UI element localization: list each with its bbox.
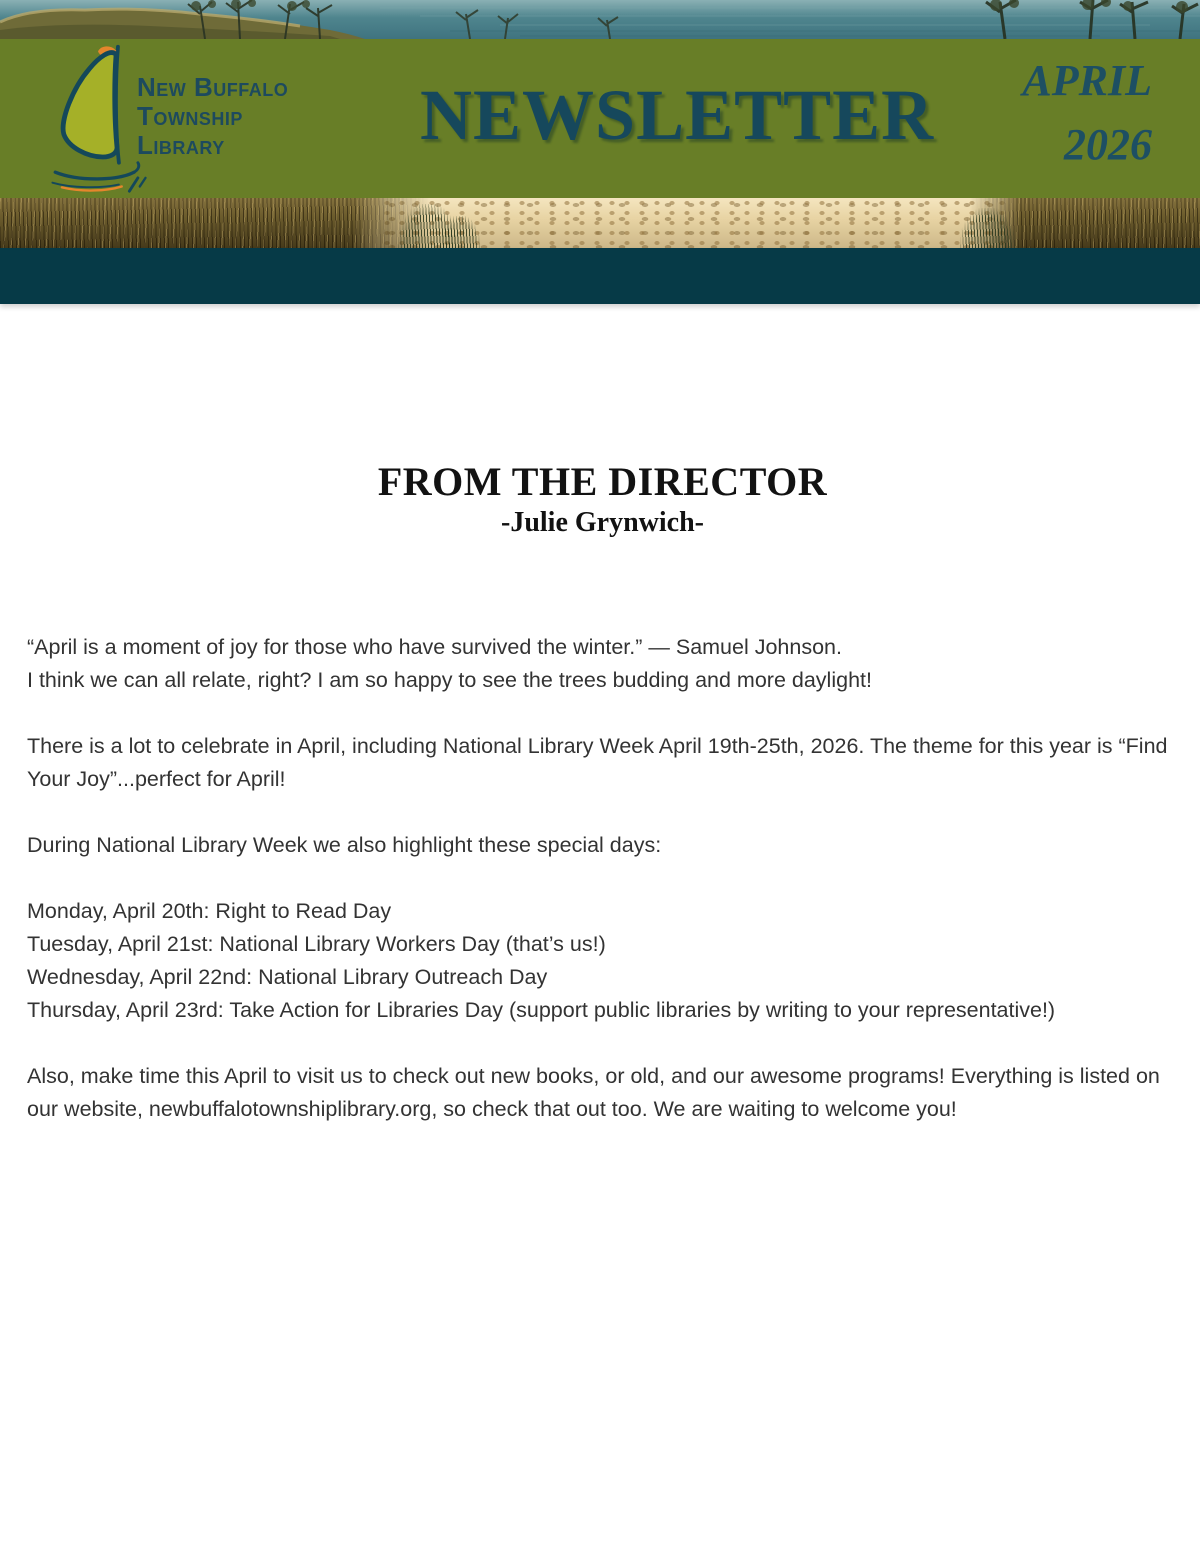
section-byline: -Julie Grynwich- [501, 507, 704, 538]
issue-date [1022, 49, 1152, 177]
header-banner [0, 39, 1200, 198]
logo-line-2: Township [137, 101, 243, 131]
logo-line-3: Library [137, 130, 225, 160]
director-letter [27, 631, 1178, 1126]
letter-paragraph: During National Library Week we also highlight these special days: [27, 833, 662, 857]
header-photo-sand [0, 198, 1200, 248]
letter-paragraph: Also, make time this April to visit us to check out new books, or old, and our awesome programs! Everything is listed on our website, newbuffalotownshiplibrary.org, so check that out too. We are waiting to welcome you! [27, 1064, 1160, 1121]
letter-paragraph: There is a lot to celebrate in April, including National Library Week April 19th-25th, 2026. The theme for this year is “Find Your Joy”...perfect for April! [27, 734, 1168, 791]
section-heading: FROM THE DIRECTOR [377, 459, 828, 504]
header-photo-top [0, 0, 1200, 39]
issue-month: APRIL [1022, 56, 1152, 105]
dune-grass-left-image [0, 198, 430, 248]
logo-line-1: New Buffalo [137, 72, 289, 102]
director-section [0, 304, 1200, 1126]
library-logo-wordmark [137, 73, 288, 160]
issue-year: 2026 [1064, 120, 1152, 169]
newsletter-title: NEWSLETTER [420, 75, 935, 155]
letter-paragraph: “April is a moment of joy for those who have survived the winter.” — Samuel Johnson. I think we can all relate, right? I am so happy to see the trees budding and more daylight! [27, 635, 872, 692]
header-divider-bar [0, 248, 1200, 304]
grass-tuft [440, 216, 480, 248]
letter-paragraph special-days-list: Monday, April 20th: Right to Read Day Tuesday, April 21st: National Library Workers Day (that’s us!) Wednesday, April 22nd: National Library Outreach Day Thursday, April 23rd: Take Action for Libraries Day (support public libraries by writing to your representative!) [27, 899, 1056, 1022]
beach-water-trees-image [0, 0, 1200, 39]
grass-tuft [960, 208, 1015, 248]
